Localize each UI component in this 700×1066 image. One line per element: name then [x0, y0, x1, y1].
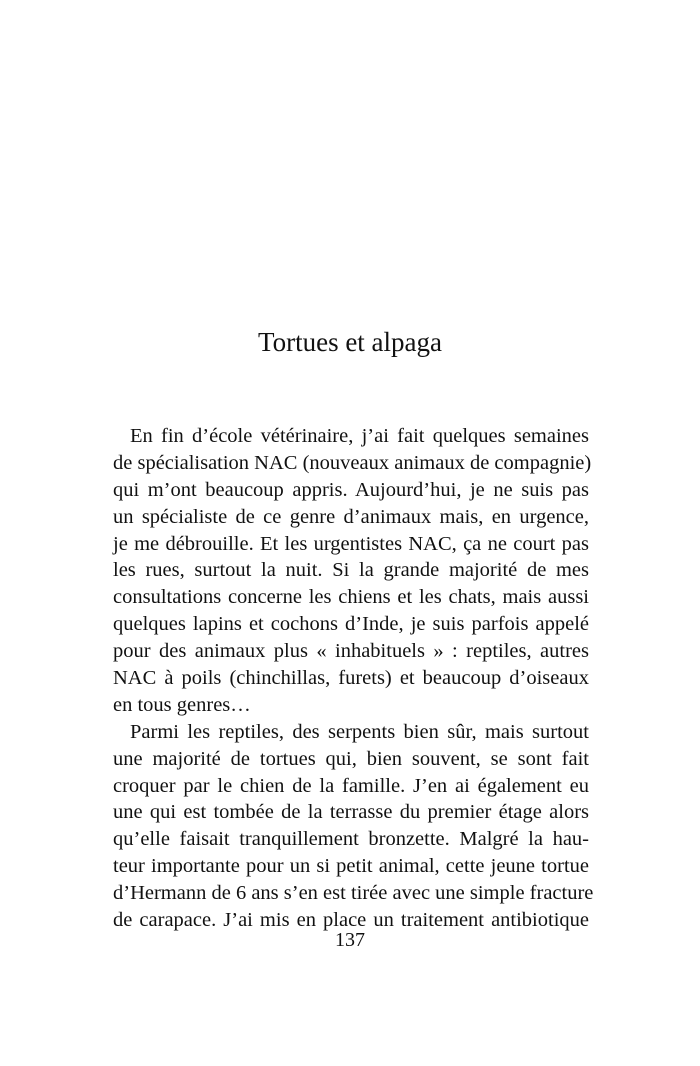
- text-line: pour des animaux plus « inhabituels » : reptiles, autres: [113, 640, 589, 663]
- text-line: de spécialisation NAC (nouveaux animaux de compagnie): [113, 451, 592, 474]
- text-line: une qui est tombée de la terrasse du premier étage alors: [113, 801, 589, 824]
- text-line: NAC à poils (chinchillas, furets) et beaucoup d’oiseaux: [113, 667, 589, 690]
- text-line: de carapace. J’ai mis en place un traitement antibiotique: [113, 909, 589, 932]
- text-line: une majorité de tortues qui, bien souvent, se sont fait: [113, 747, 589, 770]
- chapter-title: Tortues et alpaga: [257, 327, 443, 357]
- body-text: [113, 423, 594, 934]
- text-line: Parmi les reptiles, des serpents bien sûr, mais surtout: [130, 720, 589, 743]
- text-line: qu’elle faisait tranquillement bronzette. Malgré la hau-: [113, 828, 589, 851]
- text-line: d’Hermann de 6 ans s’en est tirée avec une simple fracture: [113, 882, 594, 905]
- text-line: quelques lapins et cochons d’Inde, je suis parfois appelé: [113, 613, 589, 636]
- page-number: 137: [335, 929, 365, 951]
- text-line: un spécialiste de ce genre d’animaux mais, en urgence,: [113, 505, 589, 528]
- text-line: je me débrouille. Et les urgentistes NAC, ça ne court pas: [113, 532, 589, 555]
- text-line: teur importante pour un si petit animal, cette jeune tortue: [113, 855, 589, 878]
- text-line: les rues, surtout la nuit. Si la grande majorité de mes: [113, 559, 589, 582]
- text-line: croquer par le chien de la famille. J’en ai également eu: [113, 774, 589, 797]
- text-line: en tous genres…: [113, 693, 251, 716]
- text-line: qui m’ont beaucoup appris. Aujourd’hui, je ne suis pas: [113, 478, 589, 501]
- text-line: consultations concerne les chiens et les chats, mais aussi: [113, 586, 589, 609]
- text-line: En fin d’école vétérinaire, j’ai fait quelques semaines: [130, 425, 589, 447]
